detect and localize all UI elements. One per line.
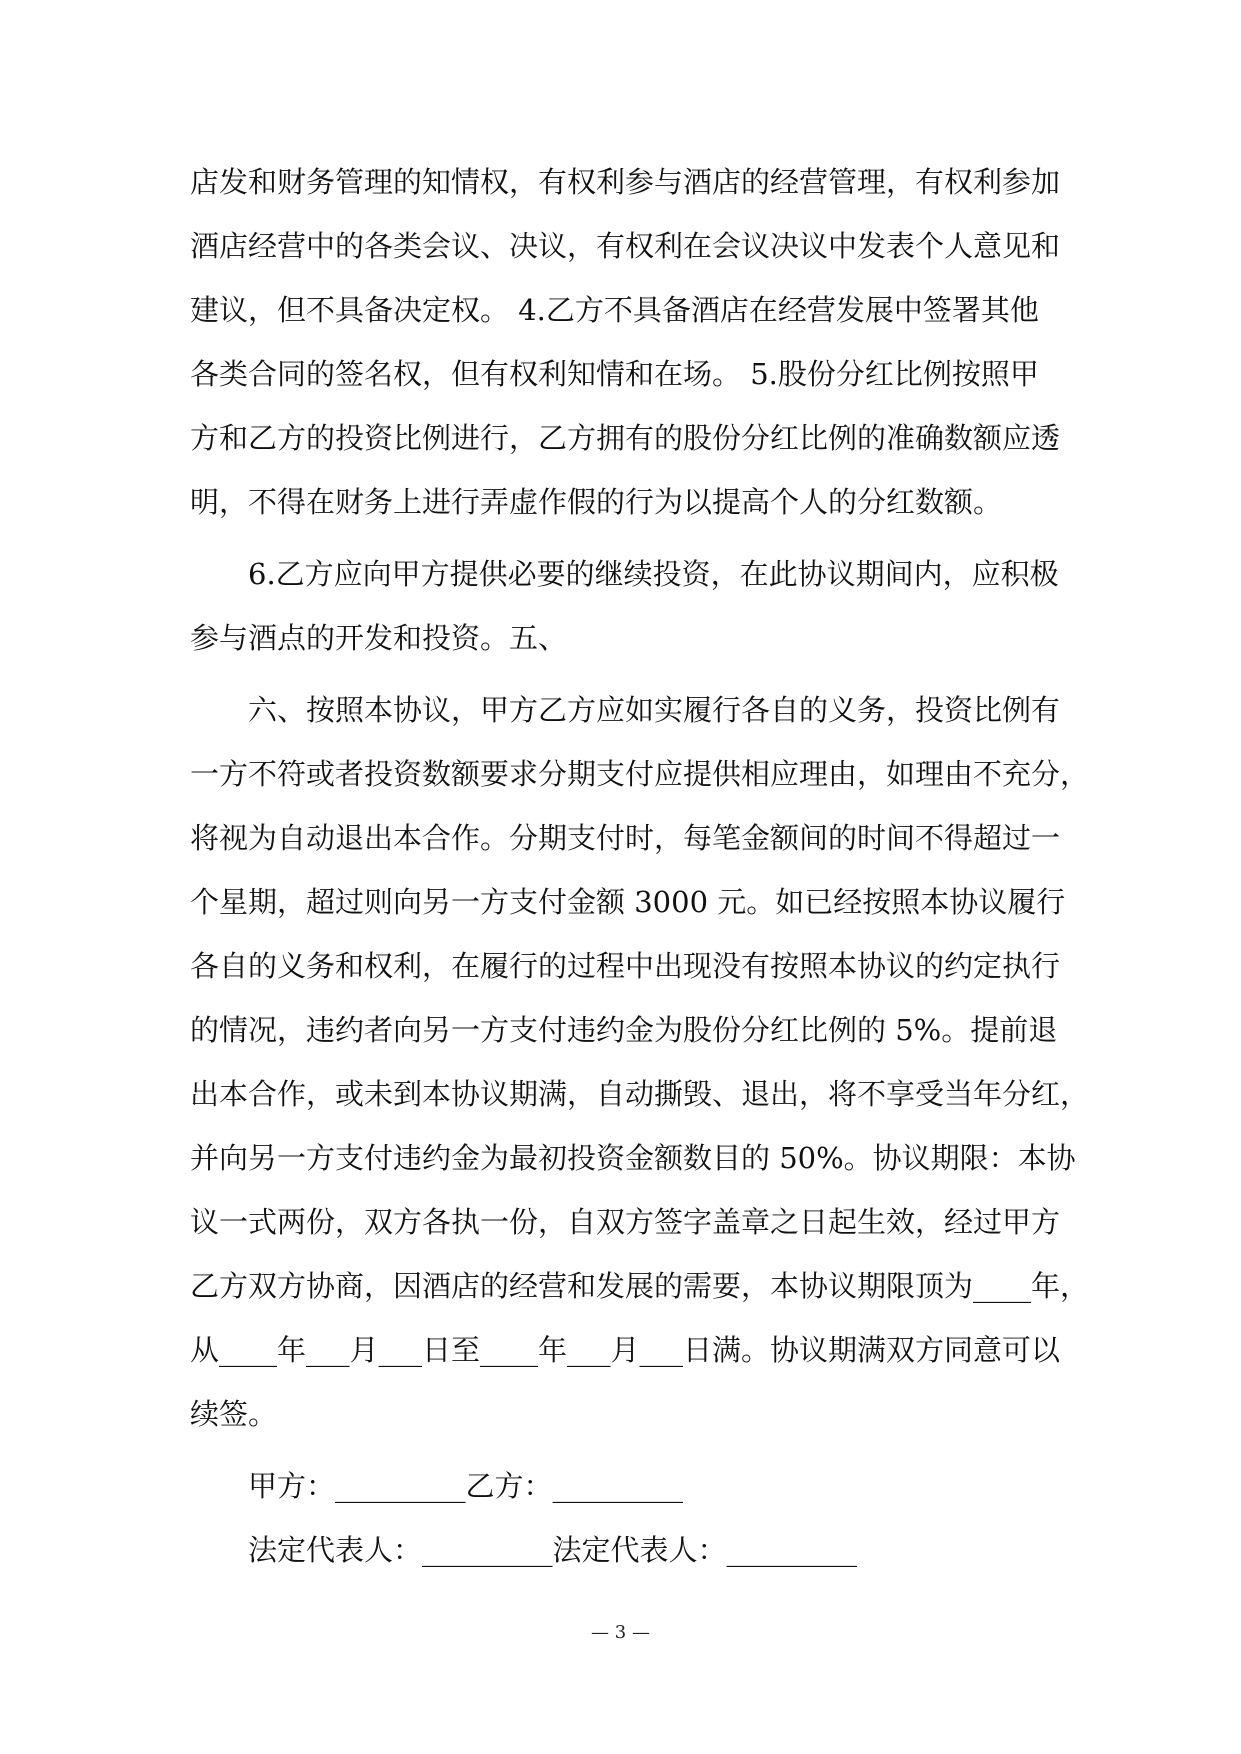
body-line: 并向另一方支付违约金为最初投资金额数目的 50%。协议期限：本协 [190,1141,1076,1175]
page-number: — 3 — [591,1622,650,1643]
signature-representative-line: 法定代表人：_________法定代表人：_________ [248,1533,858,1567]
body-line: 的情况，违约者向另一方支付违约金为股份分红比例的 5%。提前退 [190,1013,1058,1047]
signature-party-line: 甲方：_________乙方：_________ [248,1469,684,1503]
paragraph-start-line: 六、按照本协议，甲方乙方应如实履行各自的义务，投资比例有 [248,693,1061,727]
body-line: 明，不得在财务上进行弄虚作假的行为以提高个人的分红数额。 [190,485,1003,519]
body-line: 建议，但不具备决定权。 4.乙方不具备酒店在经营发展中签署其他 [190,293,1039,327]
paragraph-start-line: 6.乙方应向甲方提供必要的继续投资，在此协议期间内，应积极 [248,557,1059,591]
body-line: 酒店经营中的各类会议、决议，有权利在会议决议中发表个人意见和 [190,229,1061,263]
body-line: 从____年___月___日至____年___月___日满。协议期满双方同意可以 [190,1333,1061,1367]
body-line: 将视为自动退出本合作。分期支付时，每笔金额间的时间不得超过一 [190,821,1061,855]
body-line: 方和乙方的投资比例进行，乙方拥有的股份分红比例的准确数额应透 [190,421,1061,455]
body-line: 各类合同的签名权，但有权利知情和在场。 5.股份分红比例按照甲 [190,357,1039,391]
body-line: 出本合作，或未到本协议期满，自动撕毁、退出，将不享受当年分红， [190,1077,1090,1111]
body-line: 议一式两份，双方各执一份，自双方签字盖章之日起生效，经过甲方 [190,1205,1061,1239]
body-line: 参与酒点的开发和投资。五、 [190,621,568,655]
document-page [190,150,1090,1582]
body-line: 乙方双方协商，因酒店的经营和发展的需要，本协议期限顶为____年， [190,1269,1090,1303]
body-line: 一方不符或者投资数额要求分期支付应提供相应理由，如理由不充分， [190,757,1090,791]
body-line: 店发和财务管理的知情权，有权利参与酒店的经营管理，有权利参加 [190,165,1061,199]
body-line: 续签。 [190,1397,278,1431]
body-line: 各自的义务和权利，在履行的过程中出现没有按照本协议的约定执行 [190,949,1061,983]
body-line: 个星期，超过则向另一方支付金额 3000 元。如已经按照本协议履行 [190,885,1066,919]
